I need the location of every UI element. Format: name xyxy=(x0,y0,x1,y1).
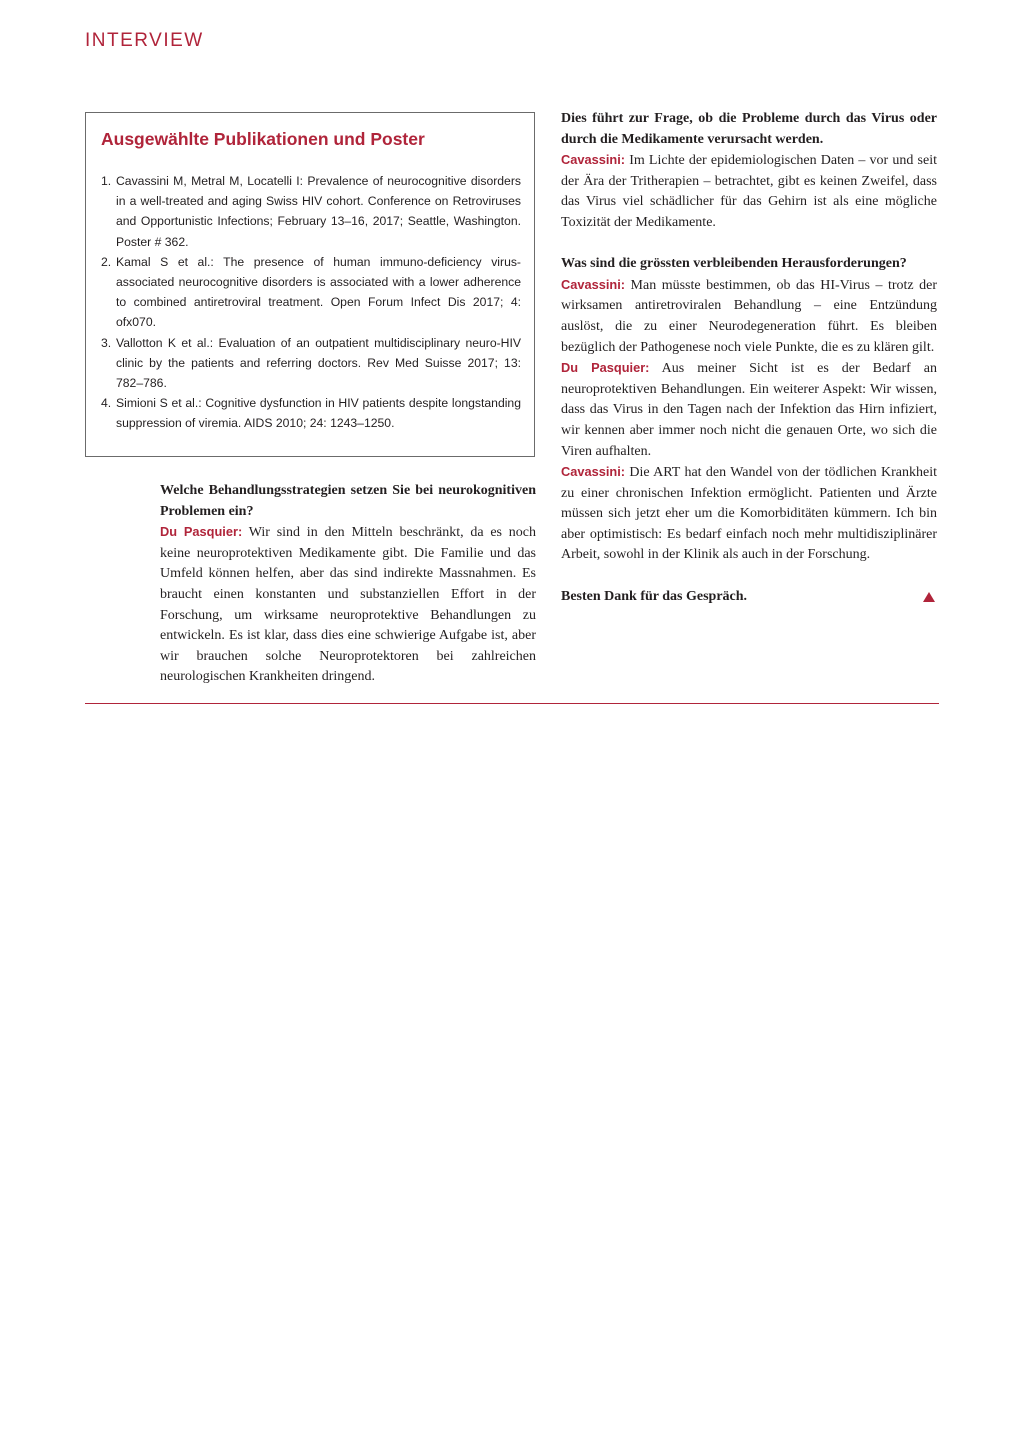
publication-number: 1. xyxy=(101,174,112,188)
publication-number: 4. xyxy=(101,396,112,411)
publication-number: 2. xyxy=(101,254,112,269)
speaker-label: Du Pasquier: xyxy=(160,524,243,540)
answer-text: Wir sind in den Mitteln beschränkt, da es noch keine neuroprotektiven Medikamente gibt. Die Familie und das Umfeld können helfen, aber das sind indirekte Massnahmen. Es braucht einen konstanten und substanziellen Effort in der Forschung, um wirksame neuroprotektive Behandlungen zu entwickeln. Es ist klar, dass dies eine schwierige Aufgabe ist, aber wir brauchen solche Neuroprotektoren bei zahlreichen neurologischen Krankheiten dringend. xyxy=(160,525,536,685)
interview-question: Welche Behandlungsstrategien setzen Sie bei neurokognitiven Problemen ein? xyxy=(160,483,536,519)
publications-box xyxy=(85,112,535,457)
speaker-label: Du Pasquier: xyxy=(561,360,650,376)
end-triangle-icon xyxy=(923,592,935,602)
answer-text: Aus meiner Sicht ist es der Bedarf an neuroprotektiven Behandlungen. Ein weiterer Aspekt: Wir wissen, dass das Virus in den Tagen nach der Infektion das Hirn infiziert, wir kennen aber immer noch nicht die genauen Orte, wo sich die Viren aufhalten. xyxy=(561,361,937,459)
interview-question: Dies führt zur Frage, ob die Probleme durch das Virus oder durch die Medikamente verursacht werden. xyxy=(561,111,937,147)
speaker-label: Cavassini: xyxy=(561,276,626,292)
interview-answer xyxy=(561,462,937,566)
publications-title: Ausgewählte Publikationen und Poster xyxy=(101,129,425,149)
publication-item xyxy=(101,171,521,252)
publication-item xyxy=(101,393,521,433)
section-label: INTERVIEW xyxy=(85,30,204,51)
publication-text: Kamal S et al.: The presence of human immuno-deficiency virus-associated neurocognitive disorders is associated with a lower adherence to combined antiretroviral treatment. Open Forum Infect Dis 2017; 4: ofx070. xyxy=(116,254,521,330)
publication-text: Vallotton K et al.: Evaluation of an outpatient multidisciplinary neuro-HIV clinic by the patients and referring doctors. Rev Med Suisse 2017; 13: 782–786. xyxy=(116,335,521,391)
interview-question: Was sind die grössten verbleibenden Herausforderungen? xyxy=(561,256,907,272)
answer-text: Man müsste bestimmen, ob das HI-Virus – trotz der wirksamen antiretroviralen Behandlung – eine Entzündung auslöst, die zu einer Neurodegeneration führt. Es bleiben bezüglich der Pathogenese noch viele Punkte, die es zu klären gilt. xyxy=(561,277,937,355)
closing-line xyxy=(561,587,937,608)
publications-list xyxy=(101,171,521,434)
publication-text: Cavassini M, Metral M, Locatelli I: Prevalence of neurocognitive disorders in a well-treated and aging Swiss HIV cohort. Conference on Retroviruses and Opportunistic Infections; February 13–16, 2017; Seattle, Washington. Poster # 362. xyxy=(116,174,521,249)
interview-answer xyxy=(561,150,937,233)
bottom-divider xyxy=(85,703,939,704)
left-column xyxy=(160,481,536,688)
publication-item xyxy=(101,333,521,394)
interview-answer xyxy=(561,358,937,462)
right-column xyxy=(561,109,937,607)
interview-answer xyxy=(561,275,937,358)
interview-answer xyxy=(160,522,536,688)
closing-text: Besten Dank für das Gespräch. xyxy=(561,588,748,604)
speaker-label: Cavassini: xyxy=(561,464,626,480)
publication-number: 3. xyxy=(101,335,112,350)
publication-text: Simioni S et al.: Cognitive dysfunction in HIV patients despite longstanding suppression of viremia. AIDS 2010; 24: 1243–1250. xyxy=(116,396,521,431)
publication-item xyxy=(101,252,521,333)
answer-text: Die ART hat den Wandel von der tödlichen Krankheit zu einer chronischen Infektion ermöglicht. Patienten und Ärzte müssen sich jetzt eher um die Komorbiditäten kümmern. Ich bin aber optimistisch: Es bedarf einfach noch mehr multidisziplinärer Arbeit, sowohl in der Klinik als auch in der Forschung. xyxy=(561,465,937,563)
answer-text: Im Lichte der epidemiologischen Daten – vor und seit der Ära der Tritherapien – betrachtet, gibt es keinen Zweifel, dass das Virus viel schädlicher für das Gehirn ist als eine mögliche Toxizität der Medikamente. xyxy=(561,153,937,230)
speaker-label: Cavassini: xyxy=(561,152,626,168)
